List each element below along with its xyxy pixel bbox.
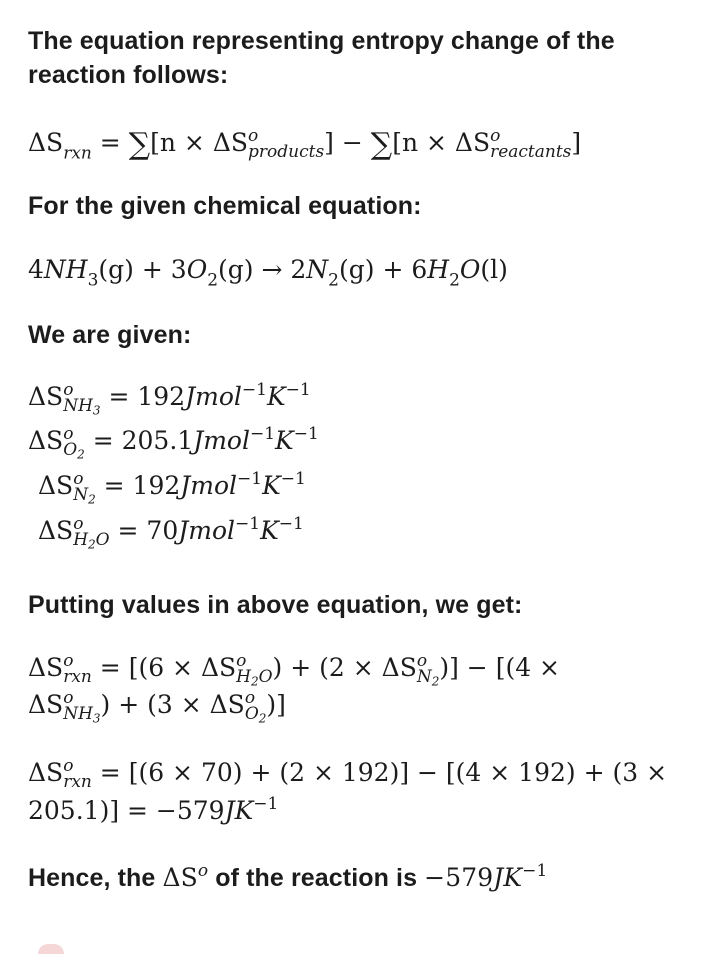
h2o-value: = 70 [109, 516, 179, 546]
n2-exp2: −1 [280, 468, 306, 489]
heading-given: We are given: [28, 321, 192, 349]
coef-nh3: 4 [28, 255, 44, 284]
products-subscript: products [248, 142, 325, 162]
substitution-line-1: ΔS o rxn = [(6 × ΔS o $H_2O$ ) + (2 × ΔS o $N_2$ )] − [(4 × [28, 651, 560, 689]
sub-line2-b: ) + (3 × ΔS [100, 690, 245, 720]
given-value-nh3: ΔS o $NH_3$ = $192Jmol^{-1}K^{-1}$ [28, 379, 311, 418]
nh3-label-sub: 3 [92, 403, 101, 418]
n2-value: = 192 [95, 471, 181, 501]
o2-label: O [63, 440, 78, 460]
calculation-line-2 [28, 793, 279, 826]
reactants-subscript: reactants [490, 142, 572, 162]
nh3-unit2: K [266, 382, 286, 412]
given-value-n2: ΔS o $N_2$ = $192Jmol^{-1}K^{-1}$ [38, 468, 306, 507]
conclusion-text-a: Hence, the [28, 864, 163, 892]
conclusion [28, 861, 547, 895]
rxn-subscript: rxn [63, 143, 92, 164]
standard-degree-2: o [490, 126, 501, 146]
n2-subscript: 2 [328, 270, 339, 291]
conclusion-value: −579 [424, 863, 494, 892]
standard-degree-1: o [248, 126, 259, 146]
o2-value: = 205.1 [84, 426, 194, 456]
sub-line2-c: )] [266, 690, 286, 720]
h2o-h: H [427, 255, 450, 284]
sub-line2-a: ΔS [28, 690, 64, 720]
n2-exp1: −1 [237, 468, 263, 489]
delta-s: ΔS [28, 128, 64, 158]
intro-line-2: reaction follows: [28, 61, 229, 89]
o2-subscript: 2 [207, 270, 219, 291]
h2o-exp1: −1 [235, 513, 261, 534]
open-bracket-1: [n × ΔS [150, 128, 249, 158]
h2o-unit2: K [260, 516, 279, 546]
substitution-line-2: ΔS o $NH_3$ ) + (3 × ΔS o $O_2$ )] [28, 688, 286, 726]
sum-symbol-1: ∑ [128, 127, 151, 163]
sub-line1-b: ) + (2 × ΔS [272, 653, 417, 683]
h2o-label-sub: 2 [88, 537, 96, 552]
o2-unit: Jmol [193, 426, 250, 456]
o2-formula: O [186, 255, 208, 284]
given-value-o2: ΔS o $O_2$ = $205.1Jmol^{-1}K^{-1}$ [28, 423, 319, 462]
calc-line2-exp: −1 [253, 793, 279, 814]
h2o-subscript: 2 [449, 270, 460, 291]
h2o-o: O [459, 255, 481, 284]
n2-label: N [73, 485, 89, 505]
heading-putting-values: Putting values in above equation, we get: [28, 591, 523, 619]
nh3-label: NH [63, 396, 93, 416]
nh3-exp2: −1 [285, 379, 311, 400]
conclusion-delta: ΔS [162, 863, 198, 892]
state-l: (l) [480, 255, 508, 284]
intro-line-1: The equation representing entropy change of the [28, 27, 615, 55]
n2-formula: N [306, 255, 329, 284]
equals-sign: = [91, 128, 129, 158]
calc-line2-unit: JK [224, 796, 254, 825]
state-g-1: (g) + 3 [98, 255, 187, 284]
state-g-3: (g) + 6 [338, 255, 428, 284]
nh3-value: = 192 [100, 382, 186, 412]
h2o-label-tail: O [95, 530, 110, 550]
conclusion-text-b: of the reaction is [208, 864, 425, 892]
conclusion-exp: −1 [522, 860, 548, 881]
n2-unit: Jmol [180, 471, 238, 501]
o2-exp2: −1 [293, 423, 319, 444]
sum-symbol-2: ∑ [370, 127, 393, 163]
intro-paragraph [28, 24, 615, 92]
state-g-2: (g) → 2 [218, 255, 307, 284]
calc-line2-a: 205.1)] = −579 [28, 796, 225, 825]
o2-exp1: −1 [249, 423, 276, 444]
nh3-unit: Jmol [185, 382, 242, 412]
h2o-unit: Jmol [178, 516, 236, 546]
chemical-equation [28, 255, 508, 291]
o2-unit2: K [275, 426, 294, 456]
decorative-partial-circle [38, 944, 64, 954]
sub-line1-c: )] − [(4 × [439, 653, 560, 683]
calculation-line-1: ΔS o rxn = [(6 × 70) + (2 × 192)] − [(4 × 192) + (3 × [28, 756, 668, 792]
n2-label-sub: 2 [88, 492, 96, 507]
conclusion-unit: JK [493, 863, 523, 892]
open-bracket-2: [n × ΔS [392, 128, 491, 158]
calc-line1: = [(6 × 70) + (2 × 192)] − [(4 × 192) + (3 × [91, 758, 668, 788]
conclusion-degree: o [197, 860, 209, 881]
h2o-exp2: −1 [278, 513, 304, 534]
general-entropy-equation [28, 126, 582, 164]
close-minus: ] − [324, 128, 371, 158]
given-value-h2o: ΔS o $H_2O$ = $70Jmol^{-1}K^{-1}$ [38, 513, 304, 552]
nh3-exp1: −1 [241, 379, 267, 400]
nh3-formula: NH [43, 255, 88, 284]
nh3-subscript: 3 [87, 270, 99, 291]
o2-label-sub: 2 [77, 447, 85, 462]
h2o-label: H [73, 530, 89, 550]
heading-given-equation: For the given chemical equation: [28, 192, 422, 220]
close-bracket-2: ] [571, 128, 582, 158]
sub-line1-a: = [(6 × ΔS [91, 653, 237, 683]
n2-unit2: K [262, 471, 281, 501]
